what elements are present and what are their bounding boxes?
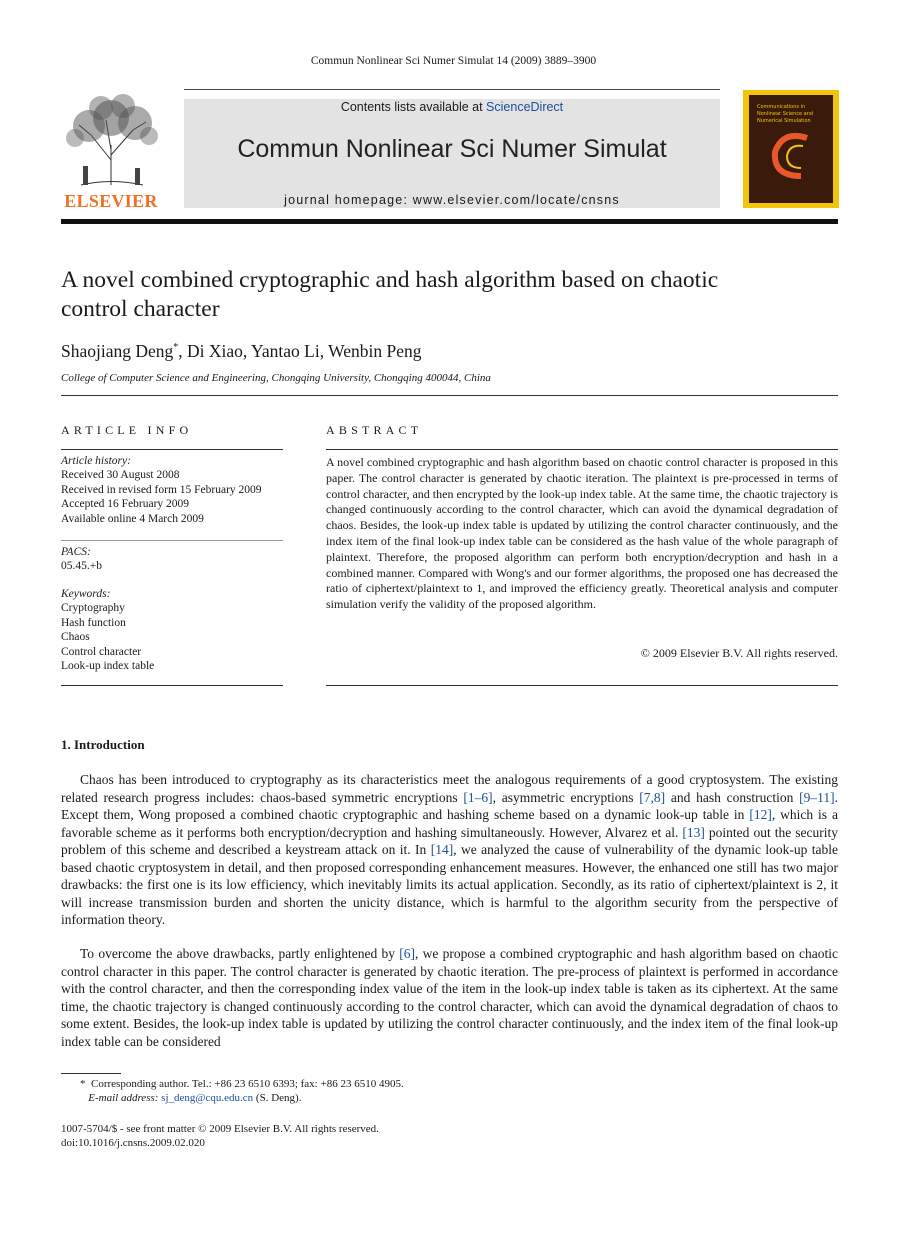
running-head: Commun Nonlinear Sci Numer Simulat 14 (2009) 3889–3900 (310, 55, 597, 67)
citation-link[interactable]: [6] (399, 946, 415, 961)
email-label: E-mail address: (88, 1092, 159, 1105)
keywords-label: Keywords: (61, 588, 111, 600)
text-run: , asymmetric encryptions (492, 789, 640, 805)
footnote-email-line (61, 1091, 838, 1105)
footnote (61, 1077, 838, 1106)
text-run: and hash construction (665, 789, 800, 805)
text-run: , we analyzed the cause of vulnerability of the dynamic look-up table based chaotic cryptosystem in detail, and then proposed corresponding enhancement measures. However, the enhanced one still has two major drawbacks: the first one is its low efficiency, which inevitably limits its actual application. Secondly, as its ratio of ciphertext/plaintext is 2, it will increase transmission burden and shorten the unicity distance, which is harmful to the algorithm security from the perspective of information theory. (61, 842, 838, 927)
abstract-text: A novel combined cryptographic and hash algorithm based on chaotic control character is proposed in this paper. The control character is generated by chaotic iteration. The plaintext is pre-processed in terms of control character, and then encrypted by the look-up index table. At the same time, the chaotic trajectory is changed continuously according to the control character, which can avoid the dynamical degradation of chaos. Besides, the look-up index table is updated by utilizing the control character continuously, and the index item of the final look-up index table can be considered as the hash value of the whole paragraph of plaintext. Therefore, the proposed algorithm can perform both encryption/decryption and hash in a combined manner. Compared with Wong's and our former algorithms, the proposed one has decreased the ratio of ciphertext/plaintext to 1, and improved the efficiency greatly. Theoretical analysis and computer simulation verify the validity of the proposed algorithm. (326, 455, 838, 612)
history-label: Article history: (61, 455, 131, 467)
footnote-corresponding (61, 1077, 838, 1091)
abstract-heading: ABSTRACT (326, 423, 423, 437)
masthead-top-rule (184, 89, 720, 90)
keyword-item: Chaos (61, 631, 90, 644)
pacs-code: 05.45.+b (61, 560, 102, 573)
text-run: pointed out the security problem of this scheme and described a keystream attack on it. In (61, 824, 838, 857)
contents-line (184, 100, 720, 114)
author-list (61, 341, 422, 362)
citation-link[interactable]: [9–11] (799, 789, 835, 805)
email-suffix: (S. Deng). (253, 1092, 302, 1105)
sciencedirect-link[interactable]: ScienceDirect (486, 100, 564, 114)
article-info-rule-top (61, 449, 283, 450)
text-run: , which is a favorable scheme as it performs both encryption/decryption and hashing simultaneously. However, Alvarez et al. (61, 807, 838, 840)
citation-link[interactable]: [13] (682, 824, 705, 840)
affiliation: College of Computer Science and Engineering, Chongqing University, Chongqing 400044, China (61, 372, 491, 384)
keyword-item: Look-up index table (61, 660, 155, 673)
bottom-matter (61, 1122, 379, 1151)
article-info-rule-mid (61, 540, 283, 541)
keyword-item: Hash function (61, 616, 126, 629)
journal-name: Commun Nonlinear Sci Numer Simulat (237, 135, 667, 163)
intro-paragraph-1 (61, 771, 838, 929)
cover-text-line-3: Numerical Simulation (757, 118, 811, 124)
text-run: . Except them, Wong proposed a combined chaotic cryptographic and hashing scheme based on a dynamic look-up table in (61, 789, 838, 822)
history-revised: Received in revised form 15 February 2009 (61, 483, 262, 496)
issn-line: 1007-5704/$ - see front matter © 2009 Elsevier B.V. All rights reserved. (61, 1123, 379, 1135)
author-deng[interactable]: Shaojiang Deng (61, 341, 174, 361)
section-heading-introduction: 1. Introduction (61, 737, 145, 752)
intro-paragraph-2 (61, 945, 838, 1050)
footnote-rule (61, 1073, 121, 1074)
article-title-line-2: control character (61, 296, 220, 322)
elsevier-wordmark: ELSEVIER (64, 191, 158, 211)
history-online: Available online 4 March 2009 (61, 512, 204, 525)
contents-prefix: Contents lists available at (340, 100, 487, 114)
article-info-heading: ARTICLE INFO (61, 423, 193, 437)
keyword-item: Cryptography (61, 602, 125, 615)
citation-link[interactable]: [14] (430, 842, 454, 857)
masthead-bottom-rule (61, 219, 838, 224)
email-link[interactable]: sj_deng@cqu.edu.cn (161, 1092, 254, 1105)
keyword-item: Control character (61, 645, 142, 658)
abstract-rule-bottom (326, 685, 838, 686)
keywords-block (61, 587, 283, 673)
title-rule (61, 395, 838, 396)
abstract-copyright: © 2009 Elsevier B.V. All rights reserved. (640, 646, 838, 660)
pacs-label: PACS: (61, 546, 91, 558)
text-run: To overcome the above drawbacks, partly enlightened by (80, 946, 400, 961)
journal-cover-image (743, 90, 839, 208)
article-info-rule-bottom (61, 685, 283, 686)
cover-text-line-2: Nonlinear Science and (757, 111, 814, 117)
doi-line[interactable]: doi:10.1016/j.cnsns.2009.02.020 (61, 1137, 205, 1150)
citation-link[interactable]: [7,8] (639, 789, 666, 805)
pacs-block (61, 545, 283, 574)
corresponding-author-mark[interactable]: * (173, 342, 179, 353)
history-received: Received 30 August 2008 (61, 469, 180, 482)
abstract-rule-top (326, 449, 838, 450)
other-authors: , Di Xiao, Yantao Li, Wenbin Peng (178, 341, 422, 361)
article-title (61, 266, 838, 324)
text-run: , we propose a combined cryptographic and hash algorithm based on chaotic control character in this paper. The control character is generated by chaotic iteration. The pre-process of plaintext is performed in accordance with the control character, and then the corresponding index value of the item in the look-up index table is taken as its ciphertext. At the same time, the chaotic trajectory is changed continuously according to the control character, which can avoid the dynamical degradation of chaos to some extent. Besides, the look-up index table is updated by utilizing the control character continuously, and the index item of the final look-up index table can be considered (61, 946, 838, 1049)
history-accepted: Accepted 16 February 2009 (61, 498, 190, 511)
article-history (61, 454, 283, 526)
text-run: Chaos has been introduced to cryptography as its characteristics meet the analogous requirements of a good cryptosystem. The existing related research progress includes: chaos-based symmetric encryptions (61, 772, 838, 805)
citation-link[interactable]: [12] (749, 807, 772, 822)
article-title-line-1: A novel combined cryptographic and hash algorithm based on chaotic (61, 267, 719, 293)
footnote-contact: Corresponding author. Tel.: +86 23 6510 6393; fax: +86 23 6510 4905. (91, 1078, 404, 1090)
citation-link[interactable]: [1–6] (463, 789, 493, 805)
journal-homepage[interactable]: journal homepage: www.elsevier.com/locate/cnsns (284, 193, 620, 207)
cover-text-line-1: Communications in (757, 104, 806, 110)
footnote-mark: * (80, 1078, 86, 1090)
